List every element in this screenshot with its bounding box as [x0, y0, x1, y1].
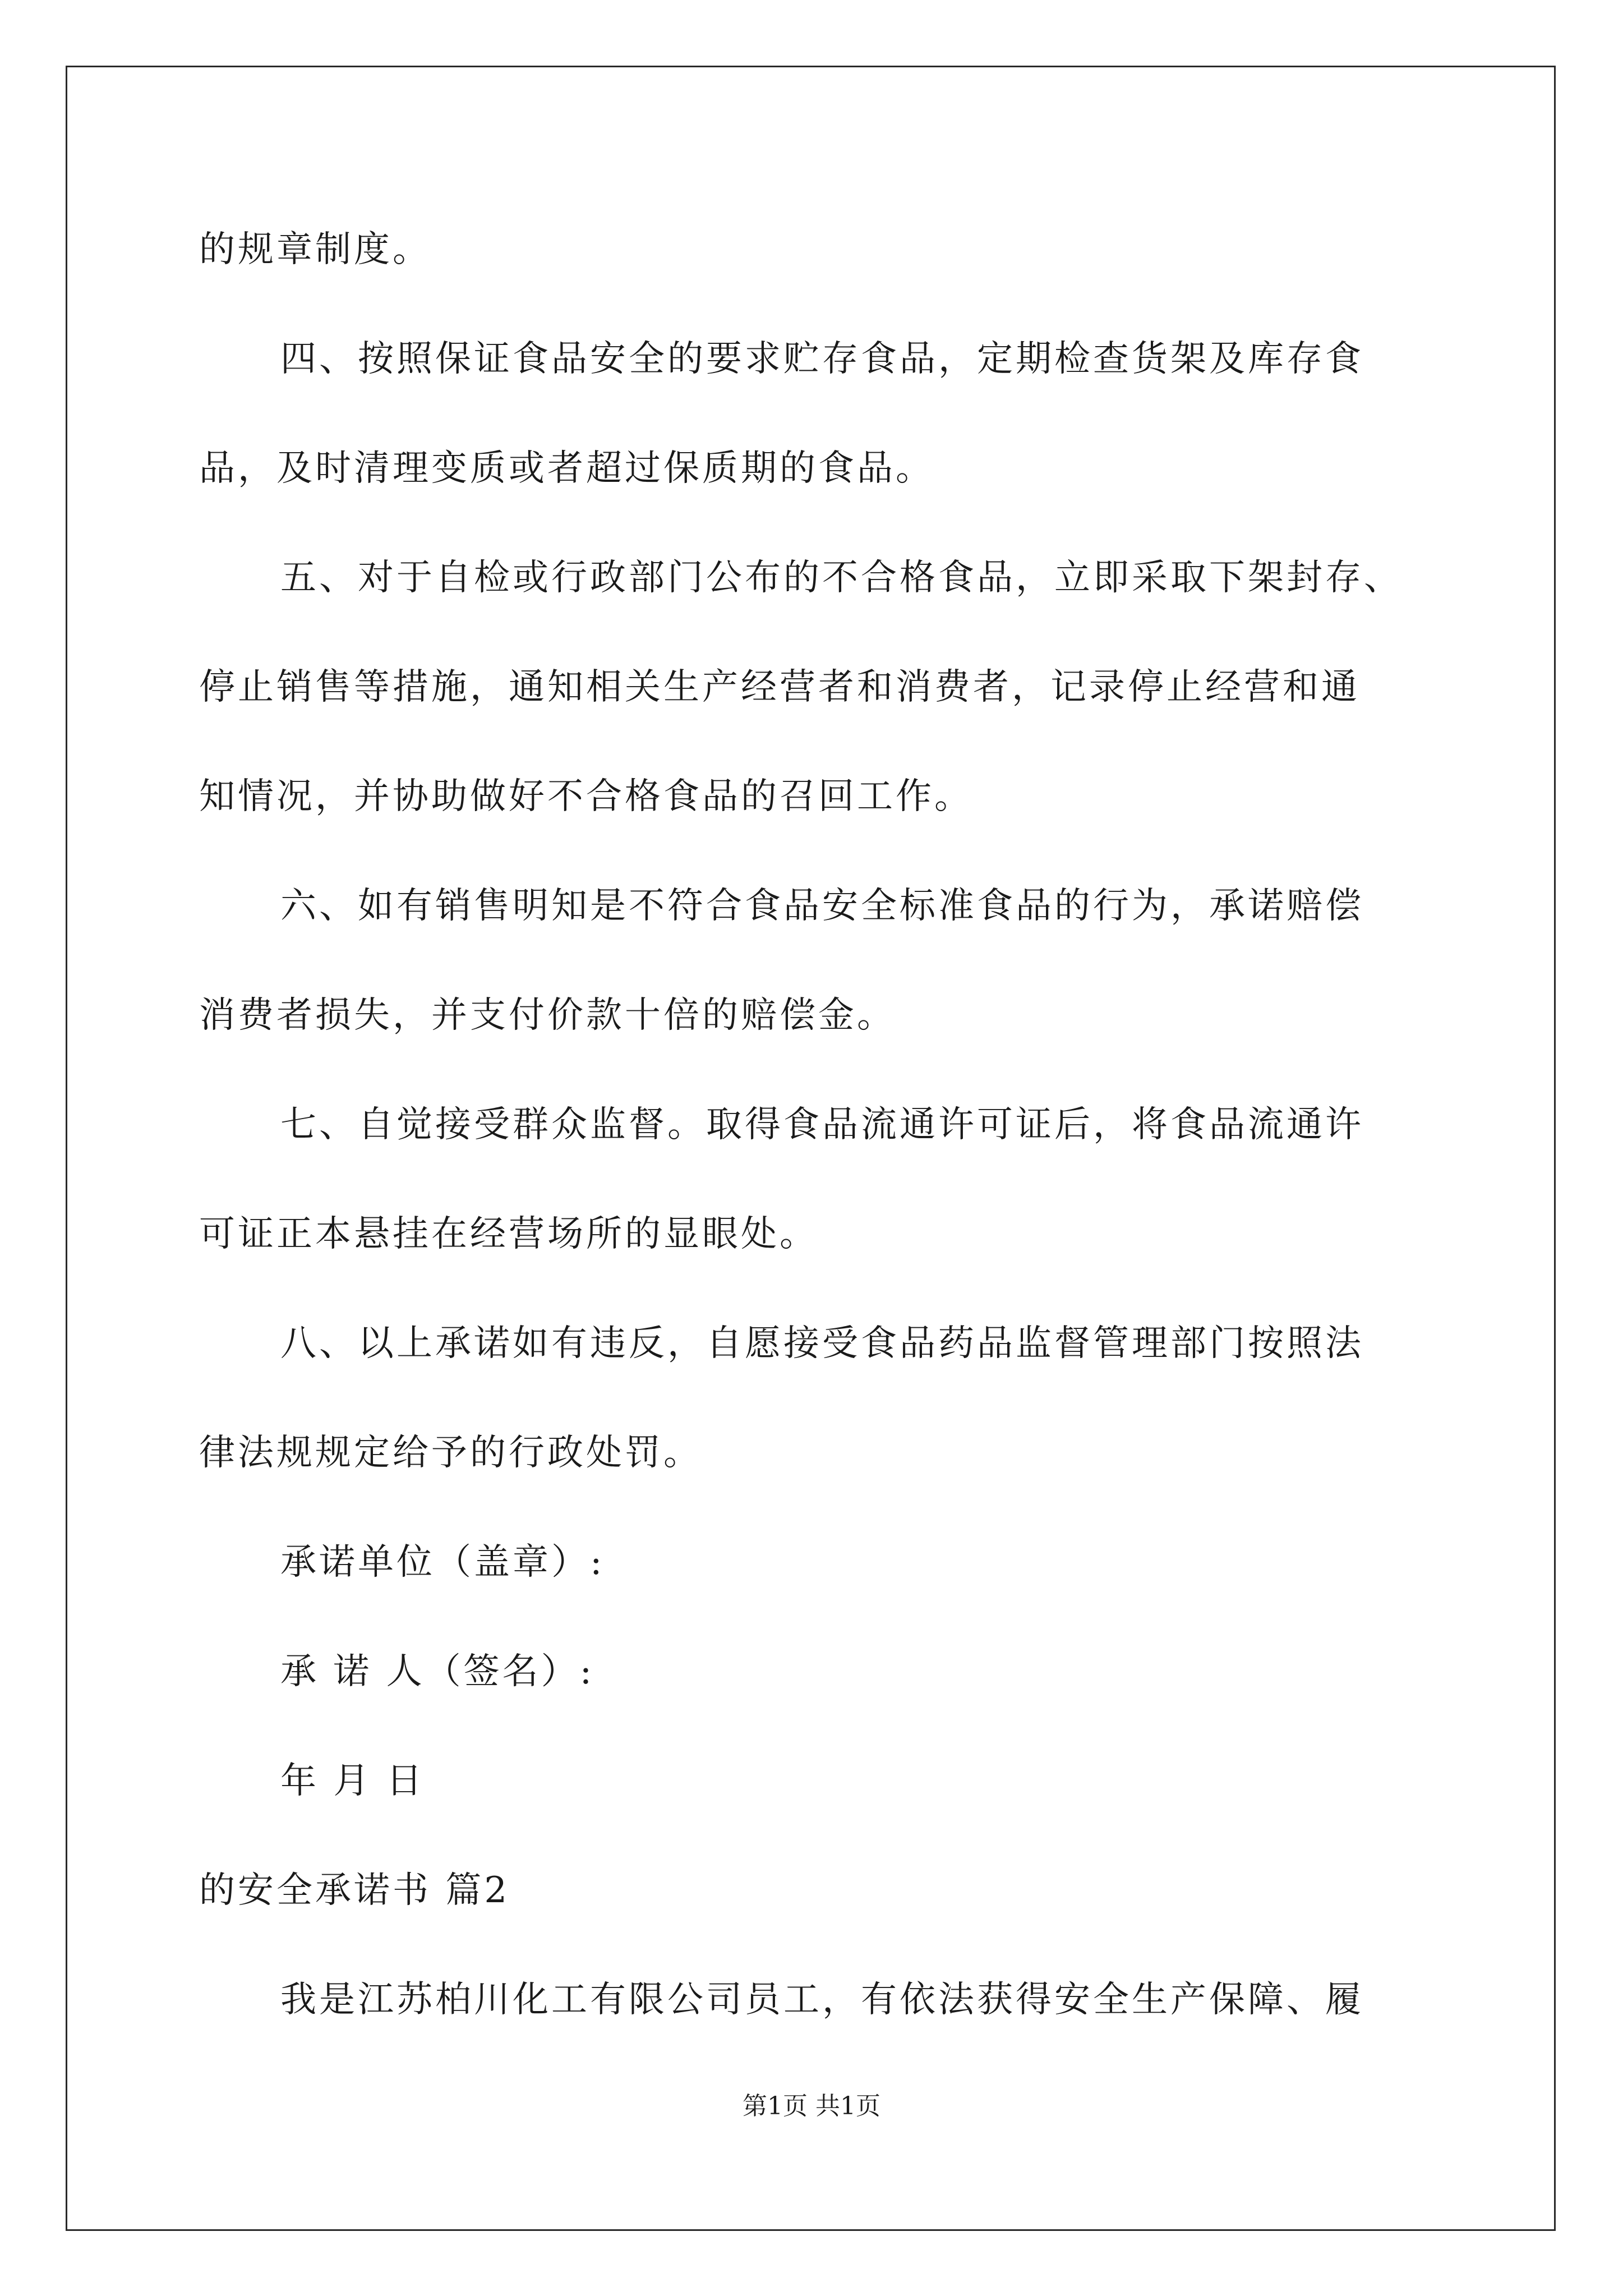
- section-heading: 的安全承诺书 篇2: [199, 1870, 510, 1911]
- page-number-footer: 第1页 共1页: [743, 2092, 880, 2120]
- text-line: 七、自觉接受群众监督。取得食品流通许可证后，将食品流通许: [280, 1104, 1364, 1145]
- text-line: 律法规规定给予的行政处罚。: [199, 1432, 702, 1474]
- text-line: 的规章制度。: [199, 229, 431, 270]
- signature-unit-line: 承诺单位（盖章）:: [280, 1542, 605, 1583]
- text-line: 五、对于自检或行政部门公布的不合格食品，立即采取下架封存、: [280, 557, 1403, 599]
- text-line: 消费者损失，并支付价款十倍的赔偿金。: [199, 995, 896, 1036]
- date-line: 年 月 日: [280, 1760, 425, 1802]
- text-line: 四、按照保证食品安全的要求贮存食品，定期检查货架及库存食: [280, 338, 1364, 380]
- text-line: 知情况，并协助做好不合格食品的召回工作。: [199, 776, 973, 817]
- signature-person-line: 承 诺 人（签名）:: [280, 1651, 595, 1692]
- text-line: 品，及时清理变质或者超过保质期的食品。: [199, 448, 934, 489]
- text-line: 我是江苏柏川化工有限公司员工，有依法获得安全生产保障、履: [280, 1979, 1364, 2021]
- text-line: 停止销售等措施，通知相关生产经营者和消费者，记录停止经营和通: [199, 666, 1360, 708]
- text-line: 八、以上承诺如有违反，自愿接受食品药品监督管理部门按照法: [280, 1323, 1364, 1364]
- text-line: 可证正本悬挂在经营场所的显眼处。: [199, 1213, 818, 1255]
- text-line: 六、如有销售明知是不符合食品安全标准食品的行为，承诺赔偿: [280, 885, 1364, 927]
